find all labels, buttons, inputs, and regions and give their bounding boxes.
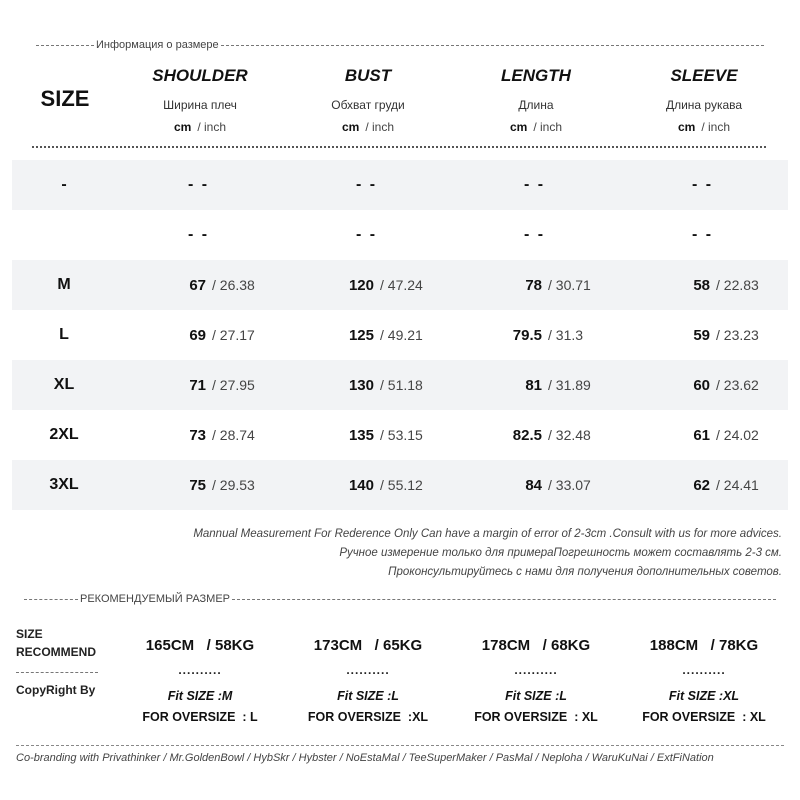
table-row [12, 310, 788, 360]
recommend-column [456, 637, 616, 726]
height-weight: 165CM / 58KG [145, 637, 255, 654]
table-row [12, 260, 788, 310]
table-row [12, 460, 788, 510]
column-header-shoulder [115, 66, 285, 134]
oversize: FOR OVERSIZE : L [142, 710, 258, 724]
value-cell: 58 / 22.83 [693, 277, 759, 294]
column-header-length [451, 66, 621, 134]
recommend-divider [16, 672, 98, 673]
oversize: FOR OVERSIZE : XL [474, 710, 598, 724]
size-cell: M [57, 276, 71, 293]
column-title-en: LENGTH [501, 66, 571, 85]
height-weight: 188CM / 78KG [649, 637, 759, 654]
dotted-leader: .......... [682, 663, 726, 677]
height-weight: 173CM / 65KG [313, 637, 423, 654]
value-cell: 78 / 30.71 [525, 277, 591, 294]
column-header-bust [283, 66, 453, 134]
recommend-title: РЕКОМЕНДУЕМЫЙ РАЗМЕР [80, 593, 231, 605]
note-ru-1: Ручное измерение только для примераПогрешность может составлять 2-3 см. [339, 547, 782, 559]
note-en: Mannual Measurement For Rederence Only Can have a margin of error of 2-3cm .Consult with us for more advices. [193, 528, 782, 540]
table-row [12, 410, 788, 460]
value-cell: - - [692, 226, 714, 243]
fit-size: Fit SIZE :L [505, 689, 567, 703]
column-units: cm / inch [173, 120, 227, 134]
size-cell: XL [53, 376, 75, 393]
recommend-column [624, 637, 784, 726]
value-cell: - - [524, 176, 546, 193]
fit-size: Fit SIZE :XL [668, 689, 740, 703]
dotted-leader: .......... [178, 663, 222, 677]
value-cell: 75 / 29.53 [189, 477, 255, 494]
recommend-column [120, 637, 280, 726]
value-cell: 69 / 27.17 [189, 327, 255, 344]
table-row [12, 360, 788, 410]
oversize: FOR OVERSIZE : XL [642, 710, 766, 724]
value-cell: 73 / 28.74 [189, 427, 255, 444]
table-row [12, 160, 788, 210]
value-cell: 59 / 23.23 [693, 327, 759, 344]
footer-divider [16, 745, 784, 746]
column-title-ru: Длина [518, 98, 554, 112]
size-cell [12, 210, 116, 260]
value-cell: 60 / 23.62 [693, 377, 759, 394]
column-units: cm / inch [677, 120, 731, 134]
column-header-sleeve [619, 66, 789, 134]
size-cell: 3XL [49, 476, 79, 493]
value-cell: - - [356, 226, 378, 243]
header-divider [32, 146, 766, 148]
value-cell: 120 / 47.24 [348, 277, 423, 294]
column-units: cm / inch [509, 120, 563, 134]
footer-cobranding: Co-branding with Privathinker / Mr.GoldenBowl / HybSkr / Hybster / NoEstaMal / TeeSuperMaker / PasMal / Neploha / WaruKuNai / ExtFiNation [16, 752, 714, 764]
value-cell: 140 / 55.12 [348, 477, 423, 494]
value-cell: 82.5 / 32.48 [512, 427, 591, 444]
value-cell: 79.5 / 31.3 [512, 327, 584, 344]
value-cell: 67 / 26.38 [189, 277, 255, 294]
dotted-leader: .......... [346, 663, 390, 677]
size-info-separator [36, 38, 764, 52]
dotted-leader: .......... [514, 663, 558, 677]
value-cell: - - [692, 176, 714, 193]
value-cell: 71 / 27.95 [189, 377, 255, 394]
value-cell: 61 / 24.02 [693, 427, 759, 444]
note-ru-2: Проконсультируйтесь с нами для получения дополнительных советов. [388, 566, 782, 578]
size-cell: L [59, 326, 69, 343]
copyright-label: CopyRight By [16, 683, 96, 697]
value-cell: - - [356, 176, 378, 193]
size-cell: 2XL [49, 426, 79, 443]
value-cell: 62 / 24.41 [693, 477, 759, 494]
column-title-ru: Длина рукава [665, 98, 743, 112]
recommend-separator [24, 592, 776, 606]
oversize: FOR OVERSIZE :XL [307, 710, 429, 724]
size-recommend-label: SIZE RECOMMEND [16, 627, 96, 659]
column-title-ru: Ширина плеч [163, 98, 237, 112]
value-cell: 135 / 53.15 [348, 427, 423, 444]
column-title-en: BUST [344, 66, 392, 85]
column-units: cm / inch [341, 120, 395, 134]
value-cell: - - [524, 226, 546, 243]
column-title-en: SLEEVE [670, 66, 738, 85]
size-header: SIZE [40, 86, 90, 111]
value-cell: 130 / 51.18 [348, 377, 423, 394]
value-cell: 125 / 49.21 [348, 327, 423, 344]
column-title-ru: Обхват груди [331, 98, 405, 112]
value-cell: - - [188, 176, 210, 193]
column-title-en: SHOULDER [152, 66, 248, 85]
value-cell: 84 / 33.07 [525, 477, 591, 494]
height-weight: 178CM / 68KG [481, 637, 591, 654]
table-row [12, 210, 788, 260]
value-cell: 81 / 31.89 [525, 377, 591, 394]
value-cell: - - [188, 226, 210, 243]
fit-size: Fit SIZE :M [167, 689, 233, 703]
size-info-title: Информация о размере [96, 39, 219, 51]
size-cell: - [61, 176, 67, 193]
fit-size: Fit SIZE :L [337, 689, 399, 703]
recommend-column [288, 637, 448, 726]
